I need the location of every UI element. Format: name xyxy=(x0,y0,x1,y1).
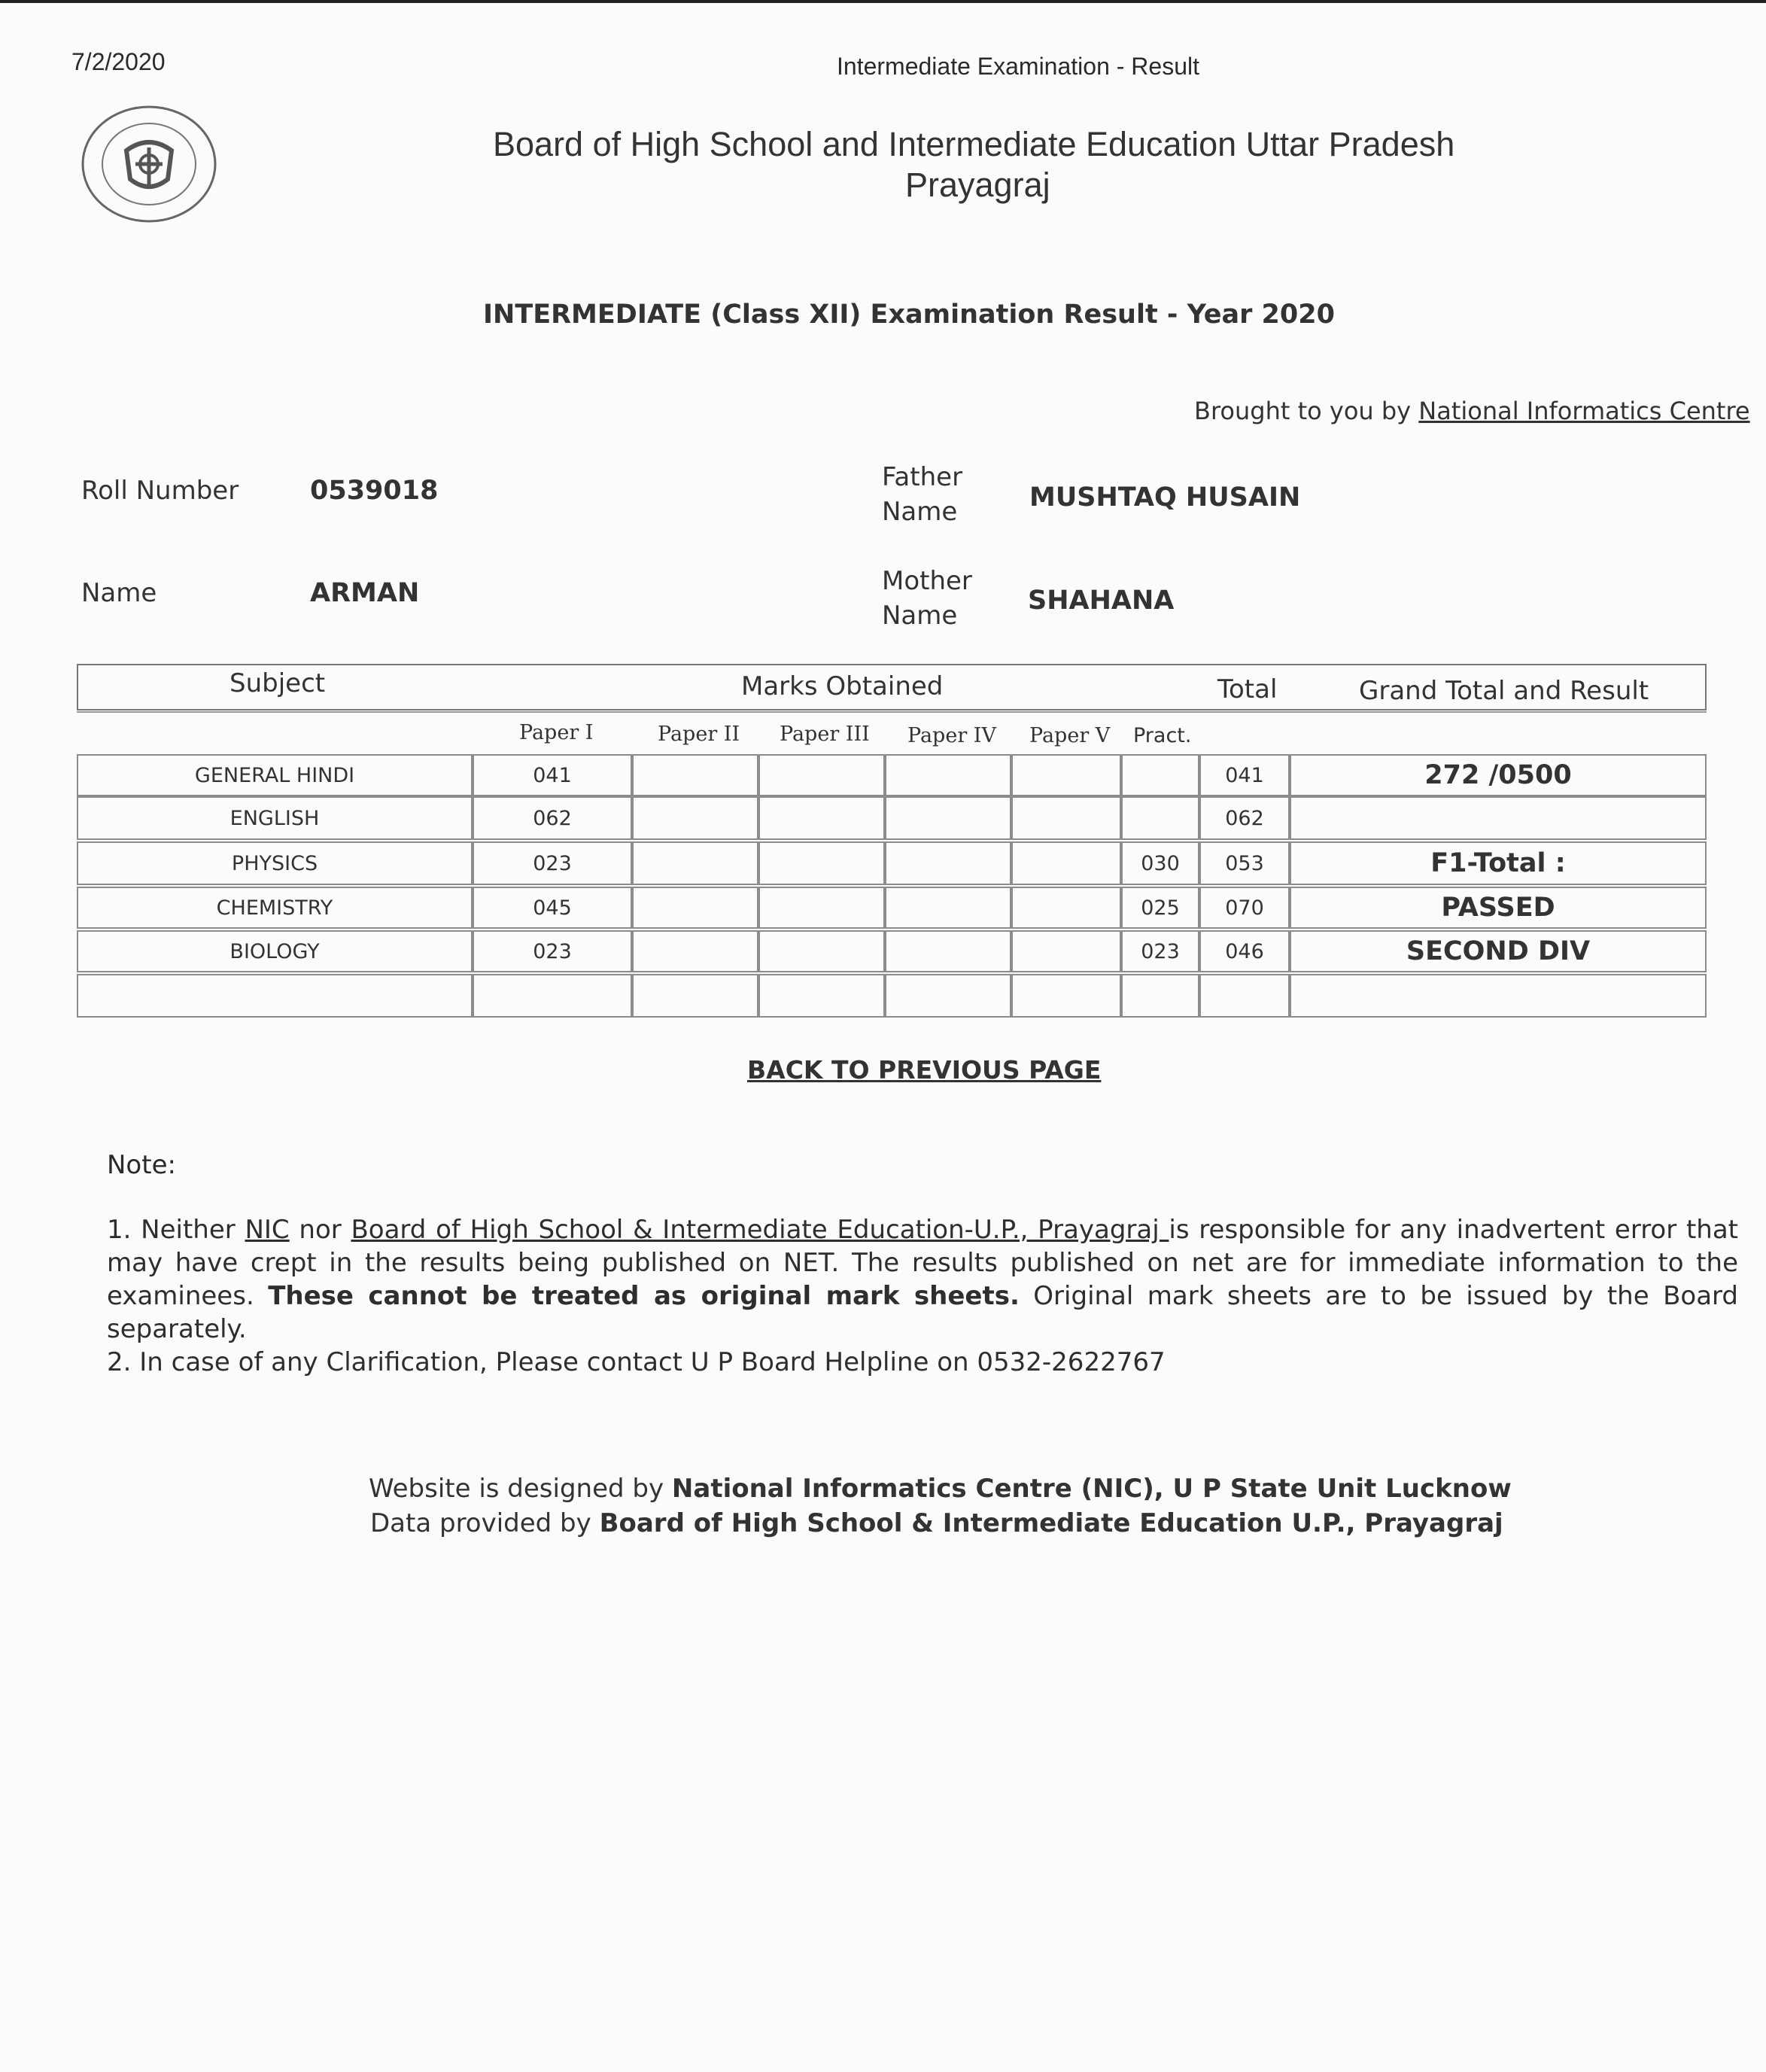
cell-p4 xyxy=(885,796,1011,840)
subheader-paper-5: Paper V xyxy=(1029,724,1111,747)
subheader-paper-4: Paper IV xyxy=(907,724,996,747)
cell-total: 046 xyxy=(1199,930,1290,972)
cell-result xyxy=(1290,974,1707,1018)
cell-p5 xyxy=(1011,754,1121,796)
cell-p4 xyxy=(885,841,1011,885)
header-subject: Subject xyxy=(229,668,326,698)
cell-p2 xyxy=(632,754,758,796)
cell-p2 xyxy=(632,796,758,840)
cell-p1: 045 xyxy=(473,887,632,929)
board-name: Board of High School and Intermediate Education Uttar Pradesh xyxy=(493,125,1455,163)
father-label-line2: Name xyxy=(882,497,958,527)
cell-result: F1-Total : xyxy=(1290,841,1707,885)
cell-subject: BIOLOGY xyxy=(77,930,473,972)
father-label-line1: Father xyxy=(882,462,963,492)
father-name-value: MUSHTAQ HUSAIN xyxy=(1029,482,1301,513)
cell-p3 xyxy=(758,974,885,1018)
cell-result: SECOND DIV xyxy=(1290,930,1707,972)
footer-line-2 xyxy=(370,1508,1503,1538)
mother-label-line2: Name xyxy=(882,601,958,631)
cell-subject xyxy=(77,974,473,1018)
cell-total xyxy=(1199,974,1290,1018)
cell-p1: 062 xyxy=(473,796,632,840)
subheader-practical: Pract. xyxy=(1133,724,1192,747)
credit-prefix: Brought to you by xyxy=(1194,397,1419,425)
cell-p4 xyxy=(885,754,1011,796)
subheader-paper-1: Paper I xyxy=(519,721,594,744)
board-city: Prayagraj xyxy=(905,166,1050,204)
subheader-paper-2: Paper II xyxy=(658,723,740,746)
cell-pract: 023 xyxy=(1121,930,1199,972)
note-label: Note: xyxy=(107,1150,176,1180)
cell-subject: ENGLISH xyxy=(77,796,473,840)
note-board-link[interactable]: Board of High School & Intermediate Education-U.P., Prayagraj xyxy=(351,1215,1169,1245)
note-1-body: is responsible for any inadvertent error that may have crept in the results being published on NET. The results published on net are for immediate information to the examinees. xyxy=(107,1215,1738,1311)
cell-p3 xyxy=(758,930,885,972)
credit-line xyxy=(1194,397,1750,425)
up-govt-seal-icon xyxy=(79,104,219,224)
mother-label-line1: Mother xyxy=(882,566,972,596)
cell-result xyxy=(1290,796,1707,840)
cell-p3 xyxy=(758,754,885,796)
footer-data-by: Data provided by xyxy=(370,1508,600,1538)
cell-total: 041 xyxy=(1199,754,1290,796)
cell-subject: GENERAL HINDI xyxy=(77,754,473,796)
cell-p5 xyxy=(1011,796,1121,840)
roll-number-value: 0539018 xyxy=(310,476,439,506)
cell-p3 xyxy=(758,796,885,840)
name-value: ARMAN xyxy=(310,578,420,608)
footer-nic: National Informatics Centre (NIC), U P State Unit Lucknow xyxy=(671,1474,1512,1504)
note-1-end: Original mark sheets are to be issued by the Board separately. xyxy=(107,1281,1738,1344)
cell-p4 xyxy=(885,887,1011,929)
cell-p2 xyxy=(632,841,758,885)
cell-pract: 025 xyxy=(1121,887,1199,929)
cell-total: 053 xyxy=(1199,841,1290,885)
header-total: Total xyxy=(1217,674,1278,704)
footer-board: Board of High School & Intermediate Education U.P., Prayagraj xyxy=(599,1508,1503,1538)
cell-p2 xyxy=(632,887,758,929)
header-grand-total: Grand Total and Result xyxy=(1359,676,1649,706)
back-to-previous-page-link[interactable]: BACK TO PREVIOUS PAGE xyxy=(747,1055,1102,1085)
cell-p2 xyxy=(632,930,758,972)
cell-p1: 023 xyxy=(473,930,632,972)
note-2: 2. In case of any Clarification, Please contact U P Board Helpline on 0532-2622767 xyxy=(107,1347,1166,1377)
cell-result: PASSED xyxy=(1290,887,1707,929)
name-label: Name xyxy=(81,578,157,608)
cell-pract xyxy=(1121,974,1199,1018)
note-1-start: 1. Neither xyxy=(107,1215,245,1245)
cell-p1: 041 xyxy=(473,754,632,796)
cell-p4 xyxy=(885,974,1011,1018)
cell-pract xyxy=(1121,796,1199,840)
cell-p5 xyxy=(1011,841,1121,885)
note-1 xyxy=(107,1213,1738,1346)
print-date: 7/2/2020 xyxy=(71,48,166,75)
cell-p3 xyxy=(758,841,885,885)
header-divider xyxy=(77,711,1707,713)
top-border xyxy=(0,0,1766,3)
cell-subject: CHEMISTRY xyxy=(77,887,473,929)
nic-link[interactable]: National Informatics Centre xyxy=(1418,397,1750,425)
print-title: Intermediate Examination - Result xyxy=(837,53,1199,80)
cell-p5 xyxy=(1011,974,1121,1018)
note-1-nor: nor xyxy=(289,1215,351,1245)
header-marks-obtained: Marks Obtained xyxy=(741,671,944,701)
cell-result: 272 /0500 xyxy=(1290,754,1707,796)
cell-total: 070 xyxy=(1199,887,1290,929)
note-1-bold: These cannot be treated as original mark sheets. xyxy=(268,1281,1020,1311)
cell-p2 xyxy=(632,974,758,1018)
roll-number-label: Roll Number xyxy=(81,476,239,506)
subheader-paper-3: Paper III xyxy=(780,723,870,746)
cell-subject: PHYSICS xyxy=(77,841,473,885)
cell-p3 xyxy=(758,887,885,929)
cell-p1 xyxy=(473,974,632,1018)
exam-title: INTERMEDIATE (Class XII) Examination Result - Year 2020 xyxy=(483,300,1335,330)
cell-pract: 030 xyxy=(1121,841,1199,885)
note-nic-link[interactable]: NIC xyxy=(245,1215,290,1245)
cell-p1: 023 xyxy=(473,841,632,885)
cell-pract xyxy=(1121,754,1199,796)
cell-total: 062 xyxy=(1199,796,1290,840)
footer-designed-by: Website is designed by xyxy=(369,1474,672,1504)
mother-name-value: SHAHANA xyxy=(1028,586,1175,616)
footer-line-1 xyxy=(369,1474,1512,1504)
cell-p4 xyxy=(885,930,1011,972)
cell-p5 xyxy=(1011,930,1121,972)
cell-p5 xyxy=(1011,887,1121,929)
